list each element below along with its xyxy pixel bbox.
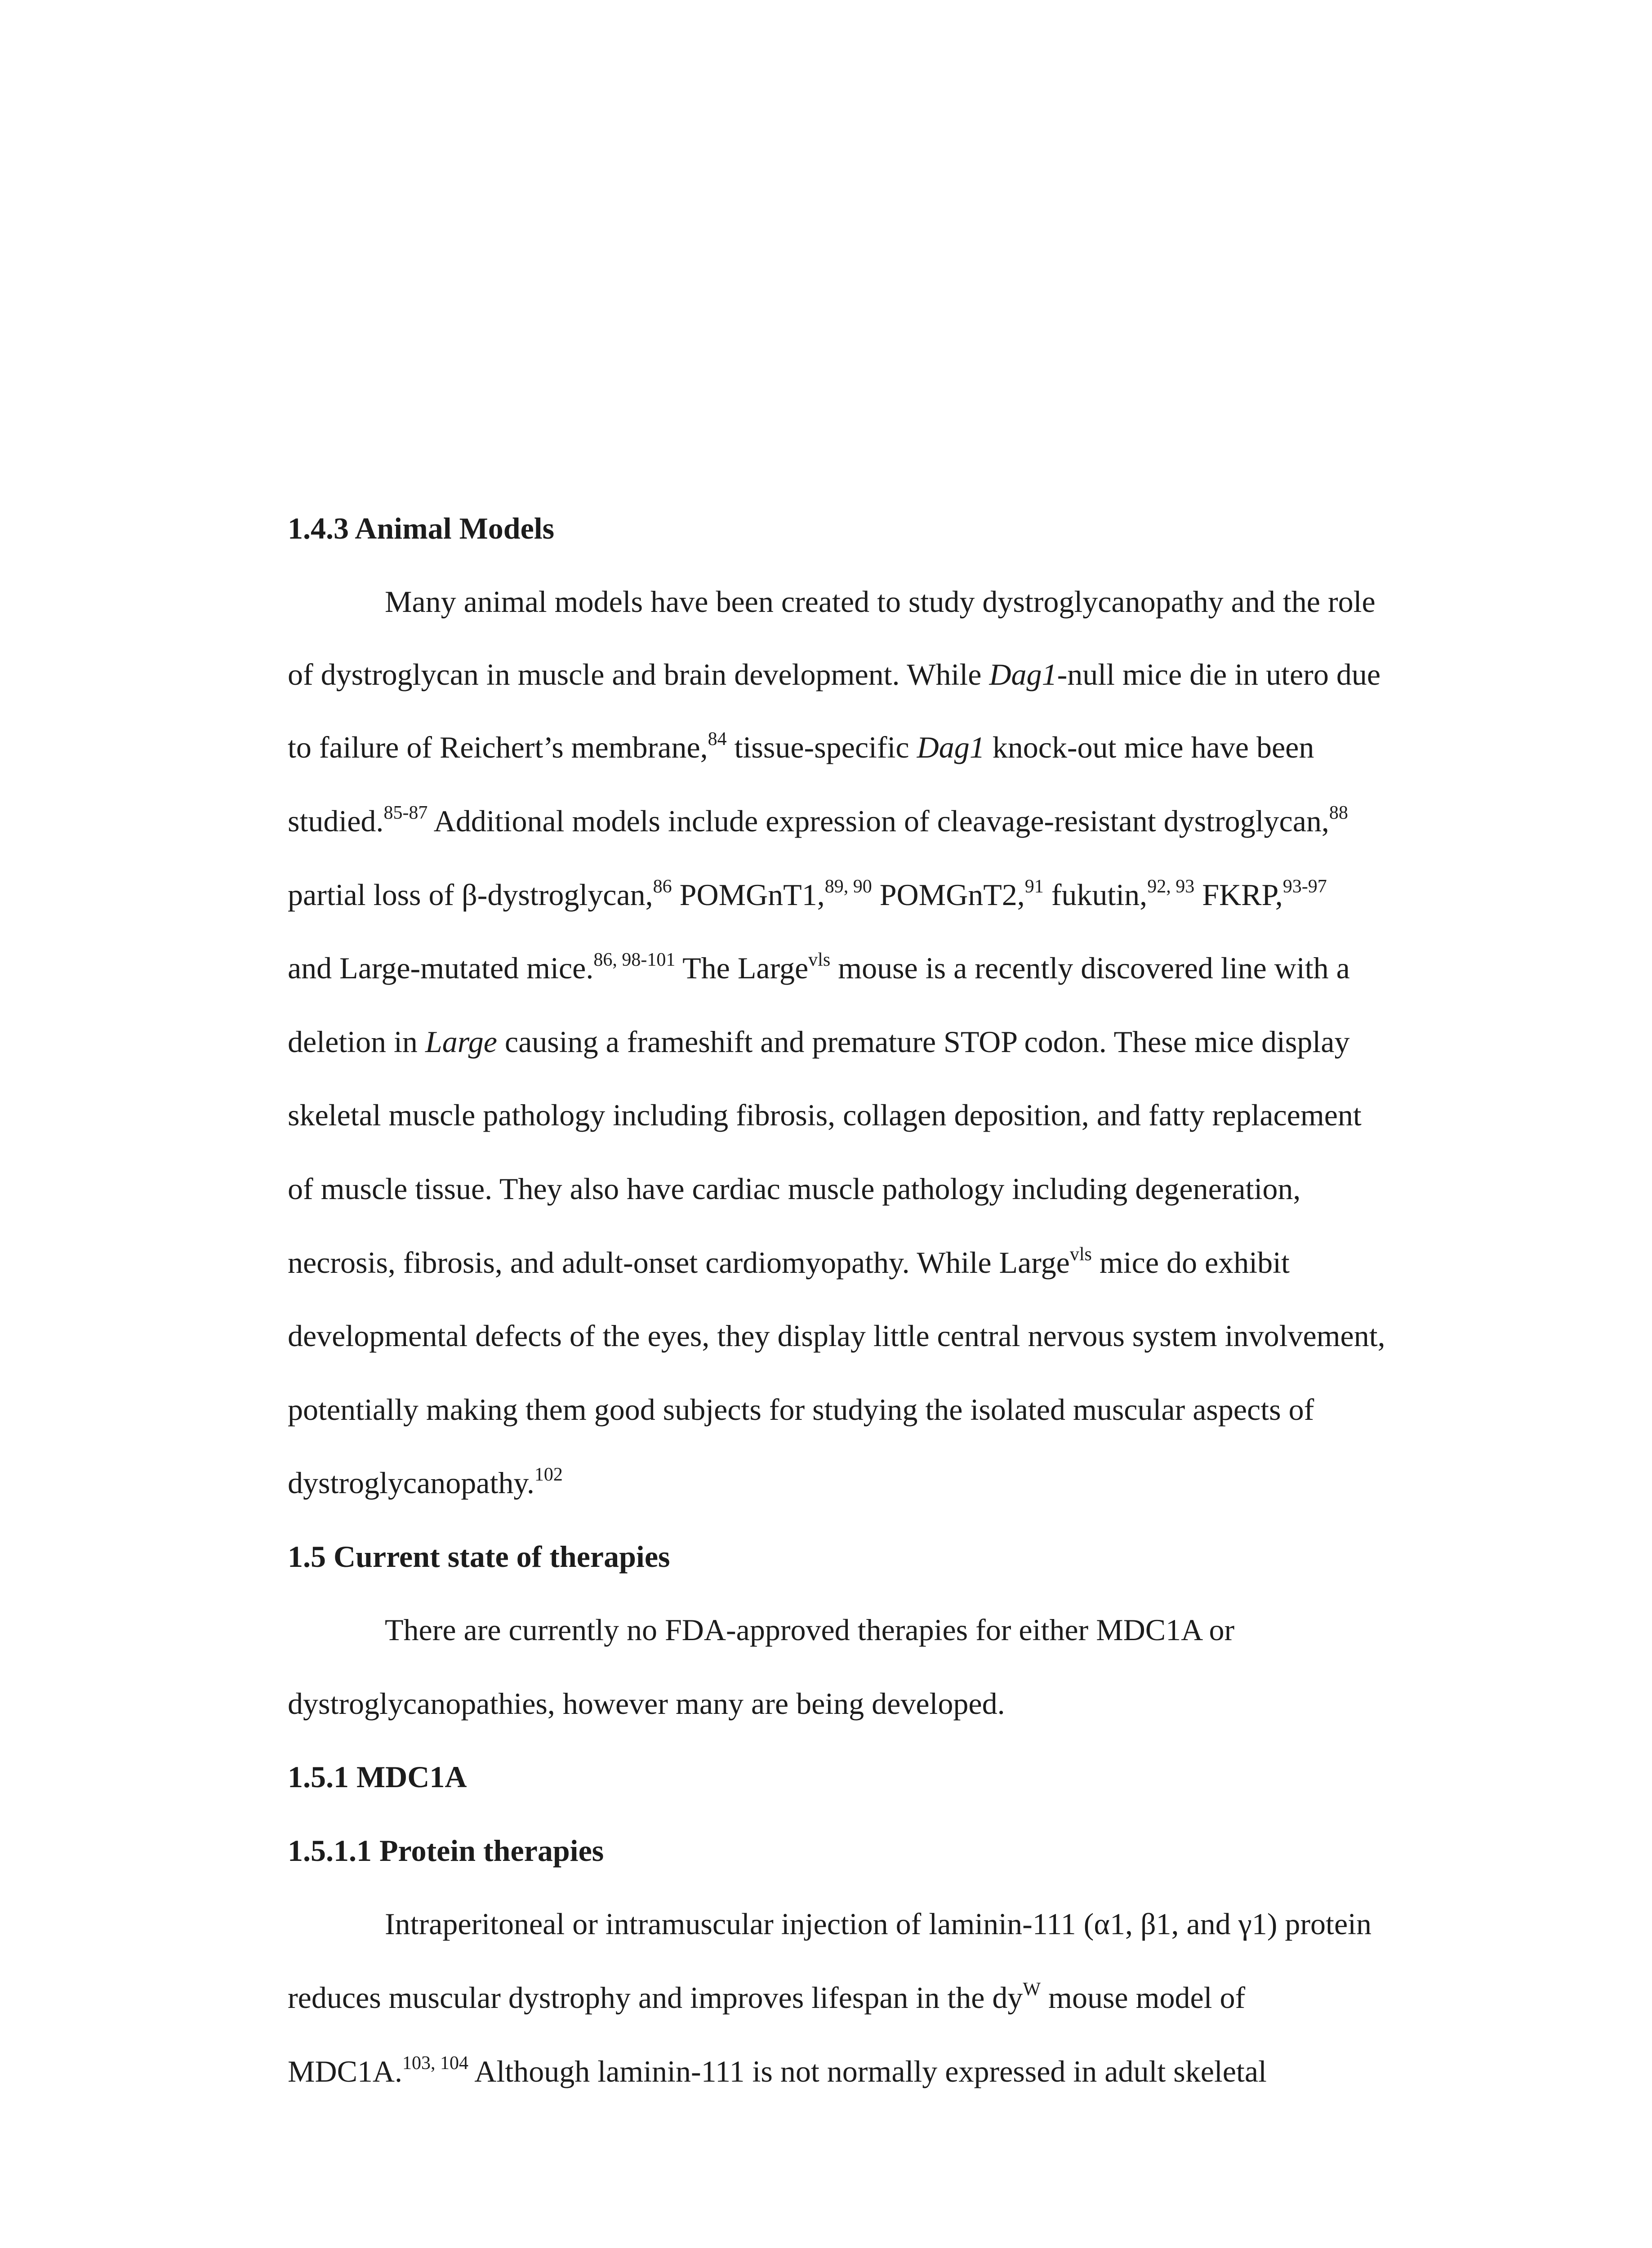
paragraph-line: of muscle tissue. They also have cardiac muscle pathology including degeneration, — [288, 1172, 1301, 1206]
paragraph-line: skeletal muscle pathology including fibrosis, collagen deposition, and fatty replacement — [288, 1098, 1362, 1132]
citation: 89, 90 — [824, 876, 872, 897]
paragraph-line: of dystroglycan in muscle and brain development. While Dag1-null mice die in utero due — [288, 657, 1381, 691]
paragraph-line: partial loss of β-dystroglycan,$^{86}$ POMGnT1,$^{89, 90}$ POMGnT2,91 fukutin,$^{92, 93}$ FKRP,$^{93-97}$ — [288, 876, 1327, 912]
section-heading: 1.5.1 MDC1A — [288, 1760, 467, 1794]
paragraph-line: necrosis, fibrosis, and adult-onset cardiomyopathy. While Large$^{vls}$ mice do exhibit — [288, 1244, 1290, 1280]
paragraph-line: deletion in Large causing a frameshift and premature STOP codon. These mice display — [288, 1025, 1350, 1059]
paragraph-line: to failure of Reichert’s membrane,$^{84}$ tissue-specific Dag1 knock-out mice have been — [288, 729, 1314, 764]
citation: 85-87 — [383, 803, 428, 823]
section-heading: 1.4.3 Animal Models — [288, 511, 555, 545]
citation: 88 — [1329, 803, 1348, 823]
citation: 102 — [534, 1464, 563, 1485]
citation: 86 — [653, 876, 672, 897]
paragraph-line: MDC1A.$^{103, 104}$ Although laminin-111 is not normally expressed in adult skeletal — [288, 2053, 1267, 2088]
paragraph-line: Many animal models have been created to study dystroglycanopathy and the role — [385, 584, 1376, 619]
paragraph-line: studied.$^{85-87}$ Additional models include expression of cleavage-resistant dystroglycan,$^{88}$ — [288, 803, 1348, 838]
citation: 92, 93 — [1147, 876, 1195, 897]
section-heading: 1.5.1.1 Protein therapies — [288, 1833, 604, 1868]
paragraph-line: reduces muscular dystrophy and improves lifespan in the $dy^W$ mouse model of — [288, 1979, 1246, 2015]
citation: 86, 98-101 — [593, 950, 676, 970]
citation: 93-97 — [1282, 876, 1327, 897]
paragraph-line: potentially making them good subjects for studying the isolated muscular aspects of — [288, 1392, 1314, 1427]
citation: 103, 104 — [402, 2053, 469, 2074]
paragraph-line: dystroglycanopathy.$^{102}$ — [288, 1464, 563, 1500]
citation: 91 — [1024, 876, 1044, 897]
paragraph-line: dystroglycanopathies, however many are being developed. — [288, 1686, 1005, 1721]
superscript: vls — [808, 950, 831, 970]
paragraph-line: There are currently no FDA-approved therapies for either MDC1A or — [385, 1613, 1235, 1647]
paragraph-line: developmental defects of the eyes, they display little central nervous system involvement, — [288, 1319, 1385, 1353]
paragraph-line: Intraperitoneal or intramuscular injection of laminin-111 (α1, β1, and γ1) protein — [385, 1907, 1372, 1941]
citation: 84 — [708, 729, 727, 749]
section-heading: 1.5 Current state of therapies — [288, 1539, 670, 1574]
superscript: vls — [1069, 1244, 1092, 1265]
paragraph-line: and Large-mutated mice.$^{86, 98-101}$ The Large$^{vls}$ mouse is a recently discovered line with a — [288, 950, 1350, 985]
superscript: W — [1023, 1979, 1041, 2000]
